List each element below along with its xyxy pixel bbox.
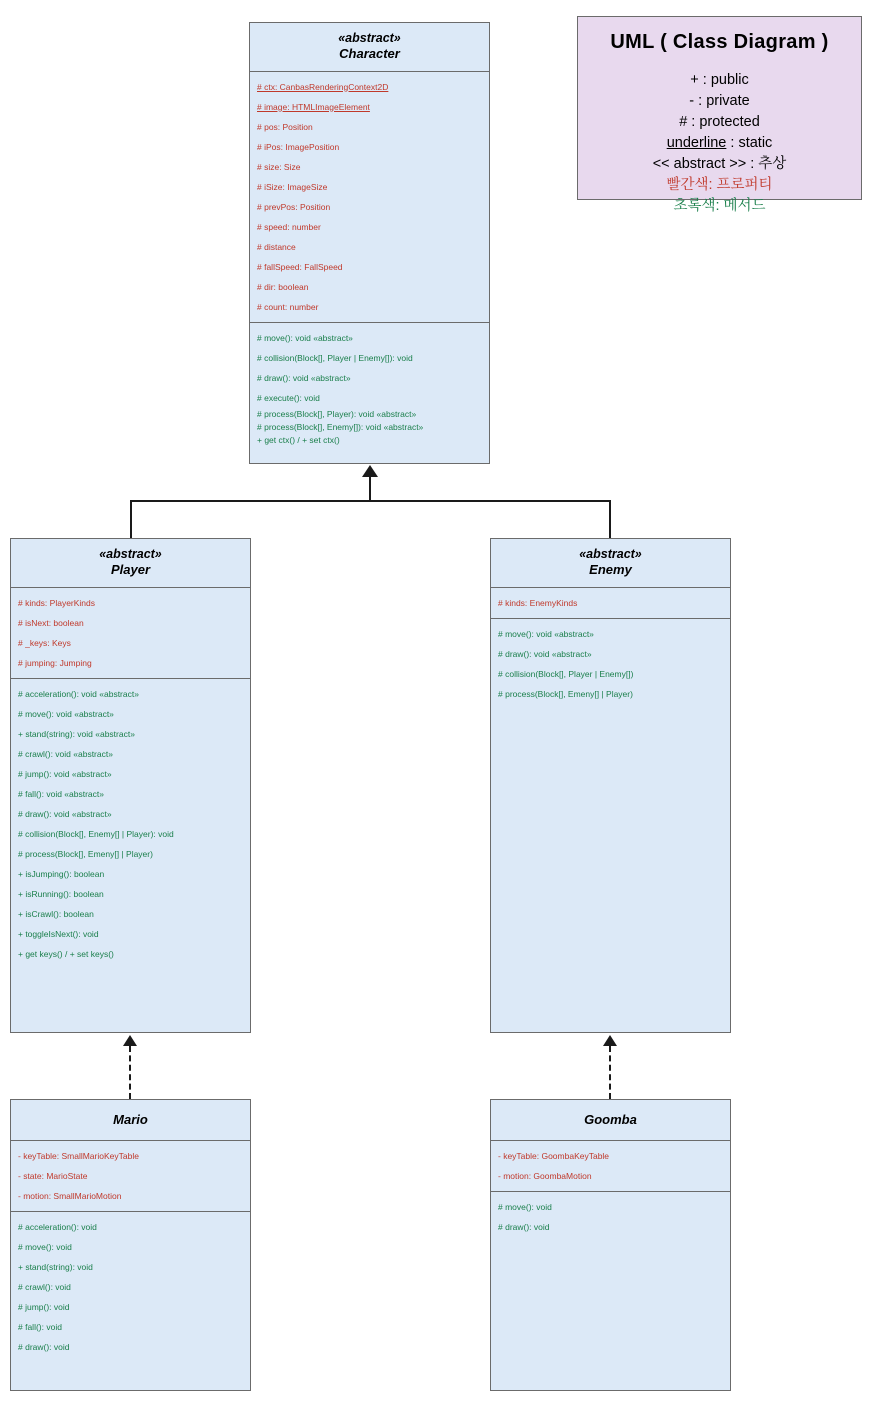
legend-lines — [578, 70, 861, 217]
method-row: + get keys() / + set keys() — [18, 948, 114, 959]
method-row: + isJumping(): boolean — [18, 868, 105, 879]
class-box-goomba — [490, 1099, 731, 1391]
attribute-row: # dir: boolean — [257, 281, 309, 292]
attribute-row: # pos: Position — [257, 121, 313, 132]
attribute-row: # kinds: EnemyKinds — [498, 597, 578, 608]
attribute-row: # iSize: ImageSize — [257, 181, 328, 192]
class-attributes-mario — [11, 1141, 250, 1212]
attribute-row: - motion: GoombaMotion — [498, 1170, 592, 1181]
method-row: # acceleration(): void — [18, 1221, 97, 1232]
legend-static-rest: : static — [726, 135, 773, 151]
method-row: # acceleration(): void «abstract» — [18, 688, 139, 699]
attribute-row: # distance — [257, 241, 296, 252]
connector-horizontal-bus — [130, 500, 611, 502]
connector-mario-player — [129, 1046, 131, 1099]
legend-line-public: + : public — [690, 72, 749, 88]
attribute-row: # count: number — [257, 301, 319, 312]
method-row: + isCrawl(): boolean — [18, 908, 94, 919]
legend-static-underline-word: underline — [666, 135, 727, 151]
method-row: # move(): void «abstract» — [498, 628, 594, 639]
method-row: # move(): void — [498, 1201, 552, 1212]
class-attributes-player — [11, 588, 250, 679]
legend-box — [577, 16, 862, 214]
method-row: + get ctx() / + set ctx() — [257, 435, 340, 445]
method-row: # fall(): void — [18, 1321, 62, 1332]
class-attributes-enemy — [491, 588, 730, 619]
method-row: # move(): void — [18, 1241, 72, 1252]
method-row: # crawl(): void «abstract» — [18, 748, 113, 759]
class-box-player — [10, 538, 251, 1033]
attribute-row: # isNext: boolean — [18, 617, 84, 628]
legend-line-abstract: << abstract >> : 추상 — [652, 156, 787, 172]
attribute-row: - keyTable: GoombaKeyTable — [498, 1150, 610, 1161]
class-stereotype-player: «abstract» — [99, 547, 162, 561]
method-row: + stand(string): void «abstract» — [18, 728, 135, 739]
attribute-row: # image: HTMLImageElement — [257, 101, 370, 112]
class-header-mario — [11, 1100, 250, 1141]
attribute-row: - motion: SmallMarioMotion — [18, 1190, 122, 1201]
class-box-enemy — [490, 538, 731, 1033]
class-methods-character — [250, 323, 489, 452]
legend-line-method-color: 초록색: 메서드 — [673, 198, 766, 214]
class-methods-enemy — [491, 619, 730, 709]
class-stereotype-character: «abstract» — [338, 31, 401, 45]
class-name-character: Character — [339, 46, 400, 61]
class-header-character — [250, 23, 489, 72]
attribute-row: # jumping: Jumping — [18, 657, 92, 668]
method-row: # process(Block[], Emeny[] | Player) — [498, 688, 633, 699]
method-row: # draw(): void — [498, 1221, 550, 1232]
class-header-goomba — [491, 1100, 730, 1141]
legend-line-property-color: 빨간색: 프로퍼티 — [666, 177, 773, 193]
class-name-player: Player — [110, 562, 151, 577]
method-row: # move(): void «abstract» — [18, 708, 114, 719]
method-row: # execute(): void — [257, 392, 320, 403]
method-row: # crawl(): void — [18, 1281, 71, 1292]
attribute-row: - state: MarioState — [18, 1170, 88, 1181]
attribute-row: - keyTable: SmallMarioKeyTable — [18, 1150, 139, 1161]
attribute-row: # fallSpeed: FallSpeed — [257, 261, 343, 272]
realization-arrow-enemy — [603, 1035, 617, 1046]
attribute-row: # prevPos: Position — [257, 201, 331, 212]
legend-line-private: - : private — [689, 93, 750, 109]
class-header-player — [11, 539, 250, 588]
method-row: # collision(Block[], Player | Enemy[]): void — [257, 352, 413, 363]
method-row: # move(): void «abstract» — [257, 332, 353, 343]
attribute-row: # size: Size — [257, 161, 301, 172]
connector-character-stem — [369, 477, 371, 502]
method-row: # fall(): void «abstract» — [18, 788, 104, 799]
connector-enemy-drop — [609, 500, 611, 538]
method-row: # draw(): void «abstract» — [498, 648, 592, 659]
legend-title: UML ( Class Diagram ) — [610, 31, 829, 53]
method-row: # process(Block[], Emeny[] | Player) — [18, 848, 153, 859]
class-header-enemy — [491, 539, 730, 588]
method-row: # process(Block[], Player): void «abstract» — [257, 409, 417, 419]
class-methods-player — [11, 679, 250, 969]
method-row: # jump(): void «abstract» — [18, 768, 112, 779]
method-row: # draw(): void — [18, 1341, 70, 1352]
method-row: + stand(string): void — [18, 1261, 93, 1272]
connector-player-drop — [130, 500, 132, 538]
attribute-row: # iPos: ImagePosition — [257, 141, 340, 152]
method-row: # collision(Block[], Player | Enemy[]) — [498, 668, 634, 679]
connector-goomba-enemy — [609, 1046, 611, 1099]
method-row: # process(Block[], Enemy[]): void «abstract» — [257, 422, 424, 432]
class-methods-goomba — [491, 1192, 730, 1242]
class-attributes-goomba — [491, 1141, 730, 1192]
attribute-row: # _keys: Keys — [18, 637, 71, 648]
class-name-enemy: Enemy — [589, 562, 632, 577]
method-row: # draw(): void «abstract» — [257, 372, 351, 383]
realization-arrow-player — [123, 1035, 137, 1046]
attribute-row: # kinds: PlayerKinds — [18, 597, 96, 608]
method-row: # collision(Block[], Enemy[] | Player): void — [18, 828, 174, 839]
class-name-goomba: Goomba — [584, 1112, 637, 1127]
class-stereotype-enemy: «abstract» — [579, 547, 642, 561]
legend-line-protected: # : protected — [679, 114, 760, 130]
method-row: # draw(): void «abstract» — [18, 808, 112, 819]
class-attributes-character — [250, 72, 489, 323]
generalization-arrow-character — [362, 465, 378, 477]
method-row: + toggleIsNext(): void — [18, 928, 99, 939]
legend-line-static — [578, 133, 861, 154]
attribute-row: # ctx: CanbasRenderingContext2D — [257, 81, 389, 92]
attribute-row: # speed: number — [257, 221, 321, 232]
method-row: + isRunning(): boolean — [18, 888, 104, 899]
class-methods-mario — [11, 1212, 250, 1362]
method-row: # jump(): void — [18, 1301, 70, 1312]
class-box-character — [249, 22, 490, 464]
class-name-mario: Mario — [113, 1112, 148, 1127]
class-box-mario — [10, 1099, 251, 1391]
